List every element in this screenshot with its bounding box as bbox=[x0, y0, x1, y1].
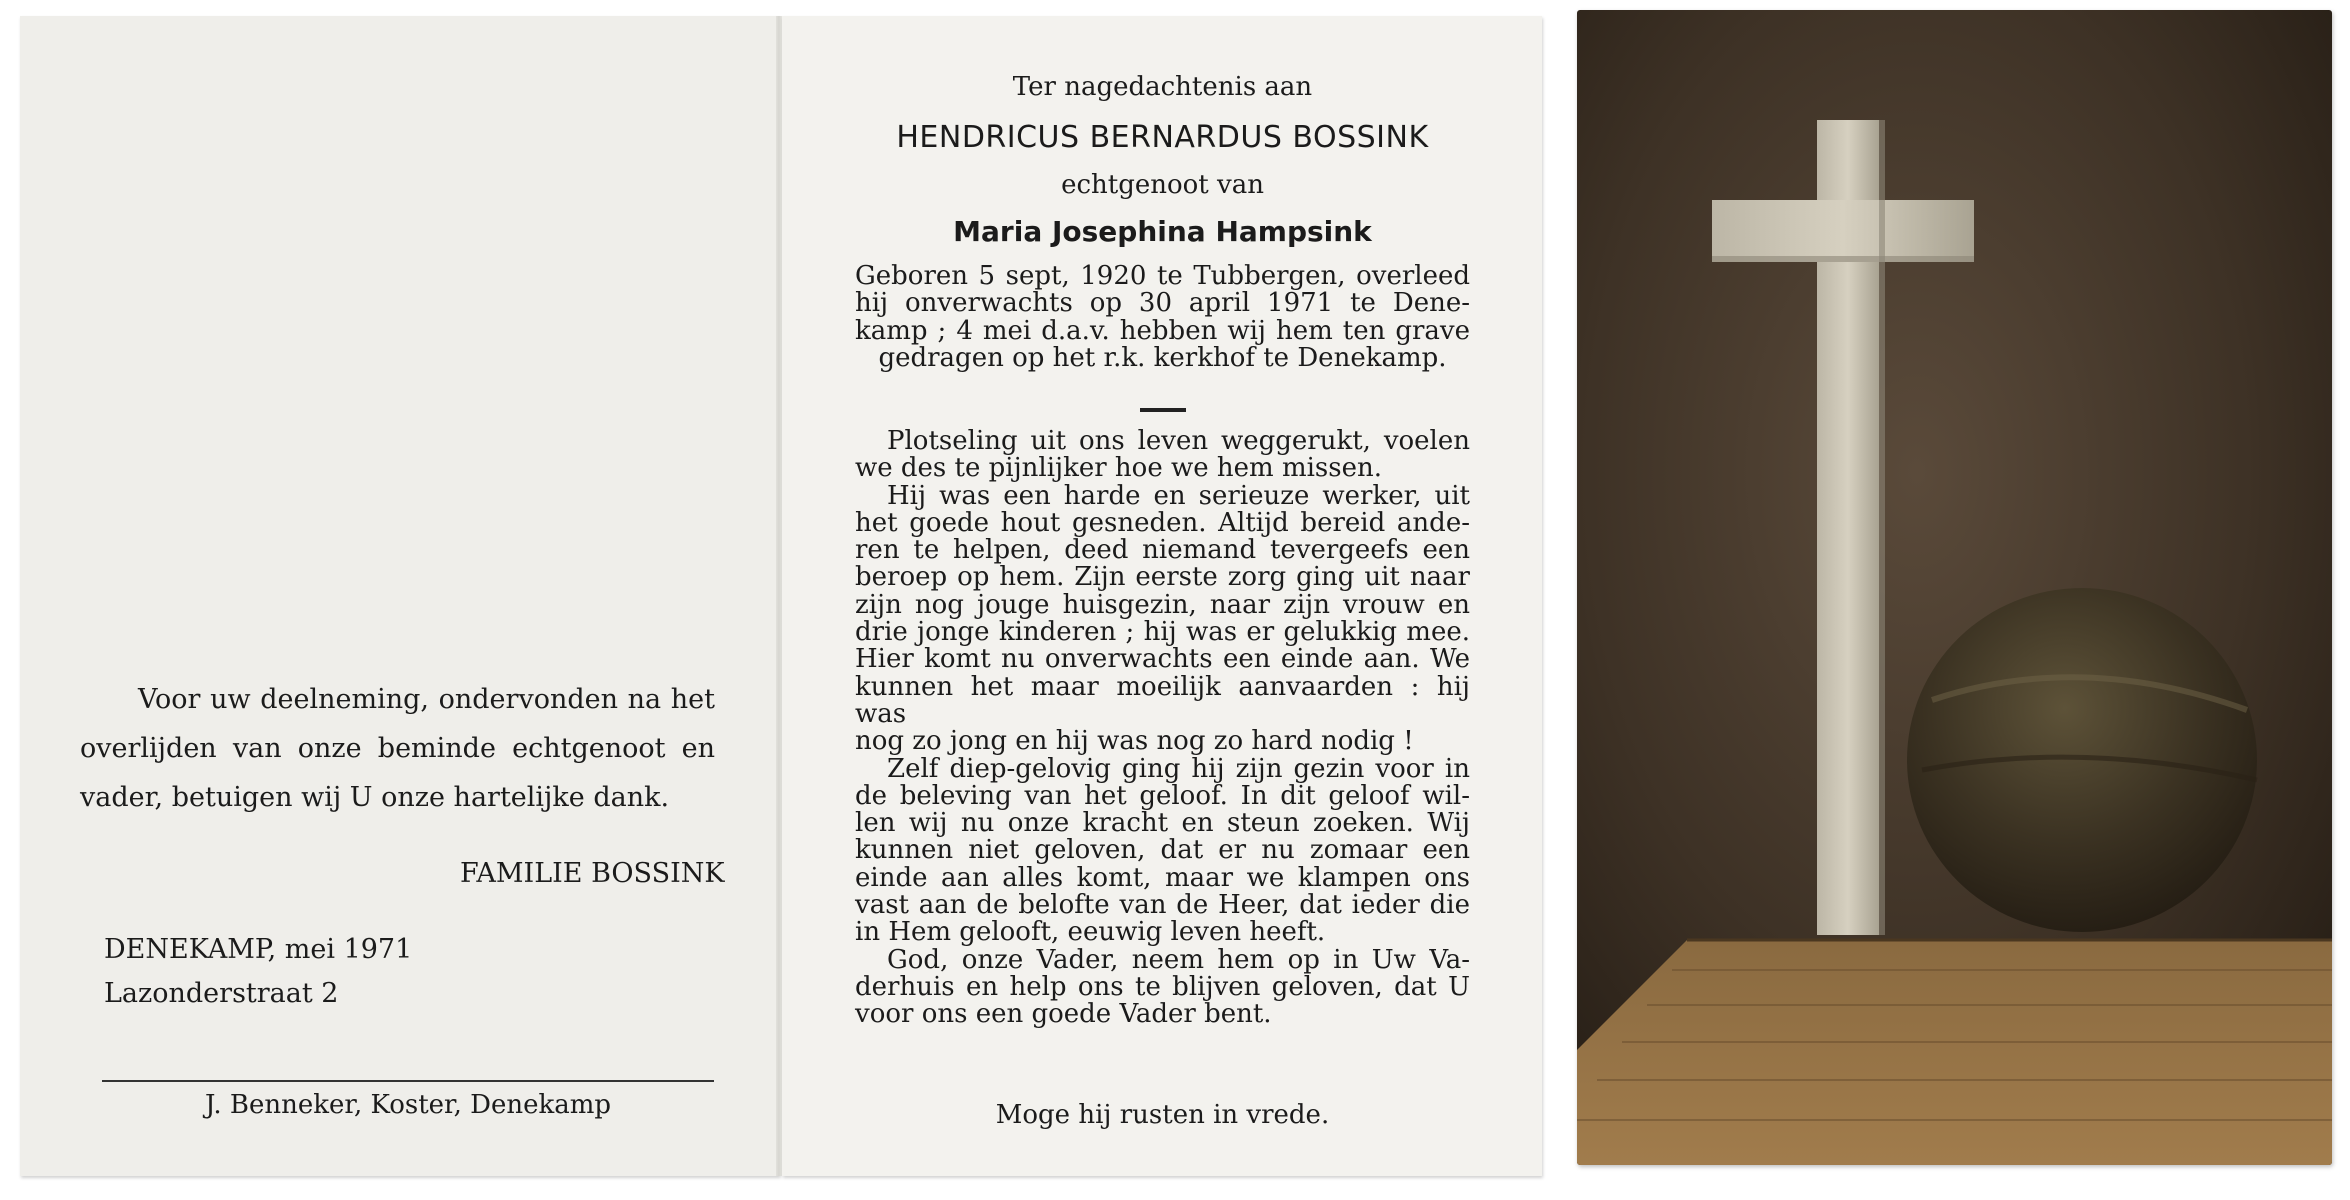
spouse-name: Maria Josephina Hampsink bbox=[953, 215, 1372, 248]
tribute-line: ren te helpen, deed niemand tevergeefs een bbox=[855, 535, 1470, 566]
tribute-line: de beleving van het geloof. In dit geloof wil- bbox=[855, 780, 1470, 811]
thanks-line: overlijden van onze beminde echtgenoot en bbox=[80, 733, 715, 764]
deceased-name: HENDRICUS BERNARDUS BOSSINK bbox=[896, 120, 1429, 155]
details-line: Geboren 5 sept, 1920 te Tubbergen, overleed bbox=[855, 261, 1470, 291]
tribute-line: voor ons een goede Vader bent. bbox=[855, 999, 1272, 1030]
tribute-line: drie jonge kinderen ; hij was er gelukkig mee. bbox=[855, 617, 1470, 648]
details-line: kamp ; 4 mei d.a.v. hebben wij hem ten grave bbox=[855, 315, 1470, 346]
thanks-message bbox=[80, 675, 715, 822]
birth-death-details bbox=[855, 263, 1470, 372]
tribute-line: len wij nu onze kracht en steun zoeken. Wij bbox=[855, 808, 1470, 839]
tribute-line: Plotseling uit ons leven weggerukt, voelen bbox=[887, 426, 1470, 456]
printer-credit: J. Benneker, Koster, Denekamp bbox=[204, 1090, 612, 1120]
thanks-line: vader, betuigen wij U onze hartelijke dank. bbox=[80, 782, 670, 813]
tribute-line: God, onze Vader, neem hem op in Uw Va- bbox=[887, 944, 1470, 975]
tribute-line: nog zo jong en hij was nog zo hard nodig ! bbox=[855, 726, 1414, 757]
tribute-line: einde aan alles komt, maar we klampen ons bbox=[855, 862, 1470, 893]
details-line: hij onverwachts op 30 april 1971 te Dene- bbox=[855, 288, 1470, 319]
family-signature: FAMILIE BOSSINK bbox=[460, 858, 725, 889]
memorial-intro: Ter nagedachtenis aan bbox=[1012, 72, 1313, 102]
tribute-line: zijn nog jouge huisgezin, naar zijn vrouw en bbox=[855, 589, 1470, 620]
tribute-line: kunnen het maar moeilijk aanvaarden : hij was bbox=[855, 671, 1470, 729]
tribute-line: in Hem gelooft, eeuwig leven heeft. bbox=[855, 917, 1326, 948]
cross-and-stone-icon bbox=[1577, 10, 2332, 1165]
details-line: gedragen op het r.k. kerkhof te Denekamp. bbox=[878, 342, 1447, 373]
tribute-line: derhuis en help ons te blijven geloven, dat U bbox=[855, 971, 1470, 1002]
tribute-line: kunnen niet geloven, dat er nu zomaar een bbox=[855, 835, 1470, 866]
place-date: DENEKAMP, mei 1971 bbox=[104, 934, 413, 965]
thanks-line: Voor uw deelneming, ondervonden na het bbox=[138, 684, 715, 715]
divider-line bbox=[102, 1080, 714, 1082]
tribute-line: Zelf diep-gelovig ging hij zijn gezin voor in bbox=[887, 753, 1470, 784]
address: Lazonderstraat 2 bbox=[104, 978, 339, 1009]
tribute-line: we des te pijnlijker hoe we hem missen. bbox=[855, 453, 1382, 484]
tribute-line: vast aan de belofte van de Heer, dat ieder die bbox=[855, 890, 1470, 921]
closing-prayer: Moge hij rusten in vrede. bbox=[995, 1100, 1330, 1130]
tribute-line: het goede hout gesneden. Altijd bereid ande- bbox=[855, 507, 1470, 538]
tribute-line: Hij was een harde en serieuze werker, uit bbox=[887, 480, 1470, 511]
separator-dash bbox=[1140, 408, 1186, 412]
tribute-line: beroep op hem. Zijn eerste zorg ging uit naar bbox=[855, 562, 1470, 593]
spouse-intro: echtgenoot van bbox=[1061, 170, 1264, 200]
tribute-line: Hier komt nu onverwachts een einde aan. We bbox=[855, 644, 1470, 675]
tribute-text bbox=[855, 428, 1470, 1029]
